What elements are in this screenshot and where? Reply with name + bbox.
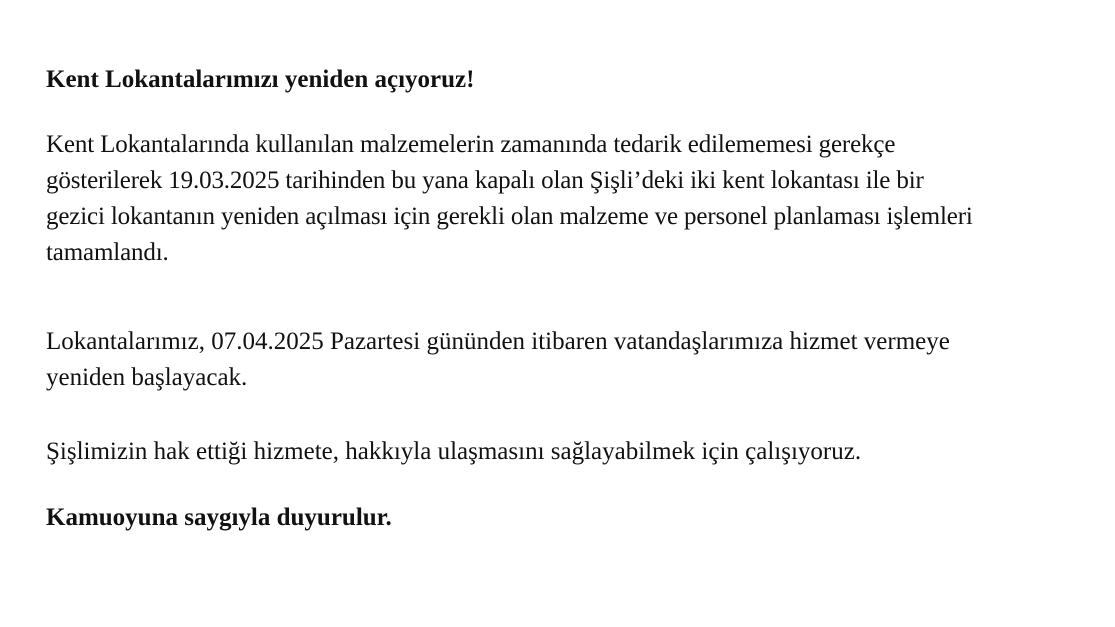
announcement-paragraph-3: Şişlimizin hak ettiği hizmete, hakkıyla ulaşmasını sağlayabilmek için çalışıyoruz. (46, 438, 862, 465)
paragraph-1-line-1: Kent Lokantalarında kullanılan malzemelerin zamanında tedarik edilememesi gerekçe (46, 131, 896, 158)
announcement-closing: Kamuoyuna saygıyla duyurulur. (46, 504, 392, 531)
announcement-title: Kent Lokantalarımızı yeniden açıyoruz! (46, 66, 475, 93)
paragraph-1-line-3: gezici lokantanın yeniden açılması için gerekli olan malzeme ve personel planlaması işlemleri (46, 203, 973, 230)
announcement-paragraph-2 (46, 324, 1086, 396)
paragraph-1-line-4: tamamlandı. (46, 239, 169, 266)
paragraph-2-line-1: Lokantalarımız, 07.04.2025 Pazartesi gününden itibaren vatandaşlarımıza hizmet vermeye (46, 328, 950, 355)
paragraph-1-line-2: gösterilerek 19.03.2025 tarihinden bu yana kapalı olan Şişli’deki iki kent lokantası ile bir (46, 167, 924, 194)
paragraph-2-line-2: yeniden başlayacak. (46, 364, 248, 391)
announcement-paragraph-1 (46, 127, 1086, 271)
